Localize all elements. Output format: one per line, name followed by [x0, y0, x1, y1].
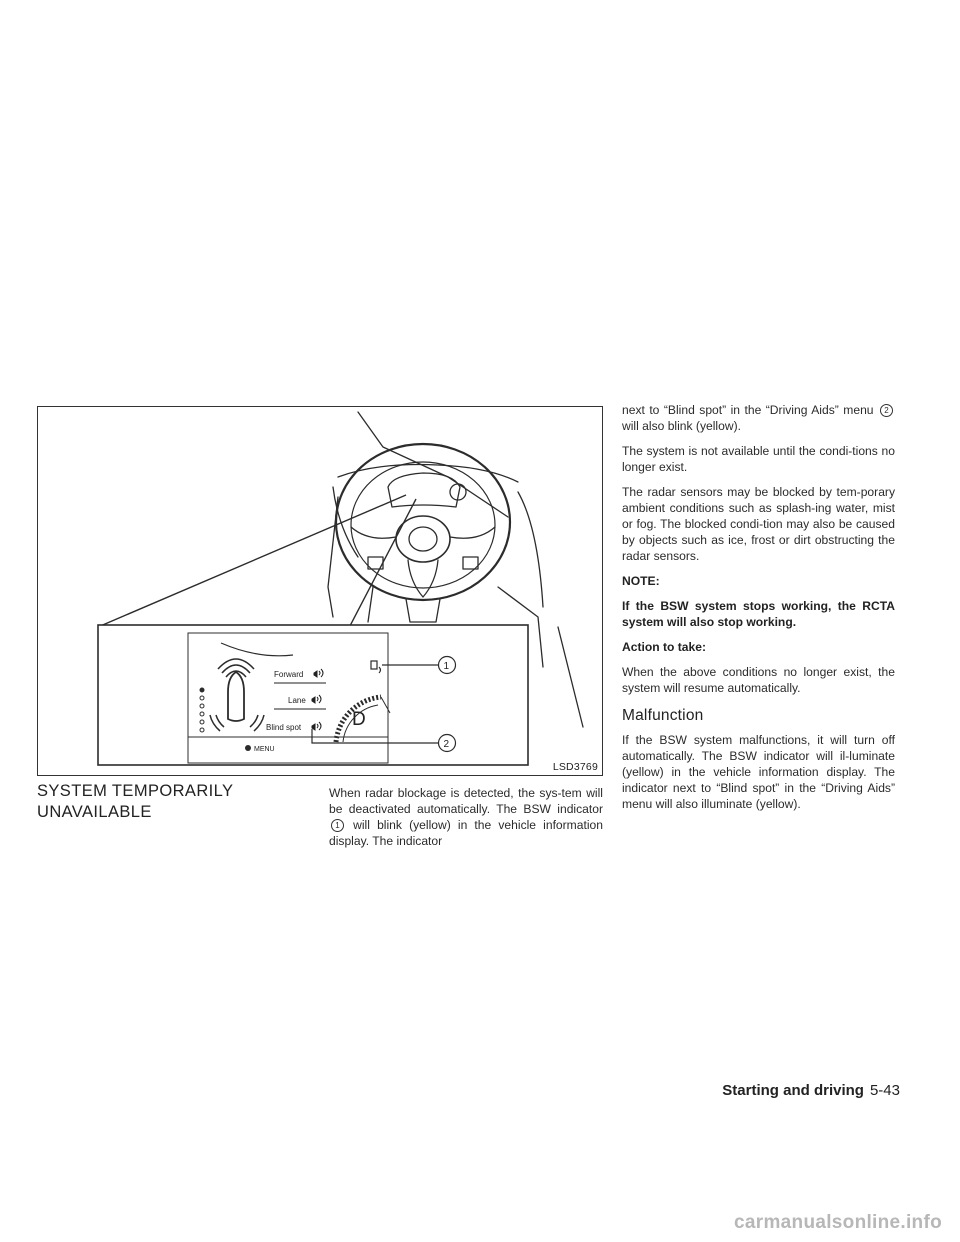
callout-1: 1 — [443, 661, 450, 672]
callout-ref-2: 2 — [880, 404, 893, 417]
paragraph: The system is not available until the condi-tions no longer exist. — [622, 444, 895, 474]
display-menu-label: MENU — [254, 746, 275, 753]
dashboard-illustration — [38, 407, 601, 774]
text-span: will blink (yellow) in the vehicle information display. The indicator — [329, 818, 603, 848]
callout-ref-1: 1 — [331, 819, 344, 832]
page-footer — [722, 1082, 900, 1099]
section-heading — [37, 781, 307, 823]
text-span: next to “Blind spot” in the “Driving Aids” menu — [622, 403, 874, 417]
callout-2: 2 — [443, 739, 450, 750]
footer-section: Starting and driving — [722, 1082, 864, 1099]
watermark: carmanualsonline.info — [734, 1212, 942, 1233]
body-column-3 — [622, 402, 895, 821]
figure-code: LSD3769 — [552, 761, 598, 773]
note-text: If the BSW system stops working, the RCTA system will also stop working. — [622, 599, 895, 629]
body-column-2 — [329, 785, 603, 858]
gear-indicator: D — [352, 709, 366, 730]
action-label: Action to take: — [622, 640, 706, 654]
page-number: 5-43 — [869, 1082, 900, 1099]
section-heading-line1: SYSTEM TEMPORARILY — [37, 782, 234, 800]
menu-item-blind-spot: Blind spot — [266, 723, 302, 732]
text-span: will also blink (yellow). — [622, 419, 741, 433]
menu-item-lane: Lane — [288, 696, 306, 705]
note-label: NOTE: — [622, 574, 660, 588]
menu-item-forward: Forward — [274, 670, 304, 679]
paragraph: If the BSW system malfunctions, it will turn off automatically. The BSW indicator will il-luminate (yellow) in the vehicle information display. The indicator next to “Blind spot” in the “Driving Aids” menu will also illuminate (yellow). — [622, 733, 895, 811]
paragraph: The radar sensors may be blocked by tem-porary ambient conditions such as splash-ing water, mist or fog. The blocked condi-tion may also be caused by objects such as ice, frost or dirt obstructing the radar sensors. — [622, 485, 895, 563]
illustration-figure — [37, 406, 603, 776]
paragraph — [622, 402, 895, 434]
section-heading-line2: UNAVAILABLE — [37, 803, 152, 821]
malfunction-heading: Malfunction — [622, 707, 704, 724]
paragraph — [329, 785, 603, 849]
paragraph: When the above conditions no longer exist, the system will resume automatically. — [622, 665, 895, 695]
text-span: When radar blockage is detected, the sys-tem will be deactivated automatically. The BSW indicator — [329, 786, 603, 816]
